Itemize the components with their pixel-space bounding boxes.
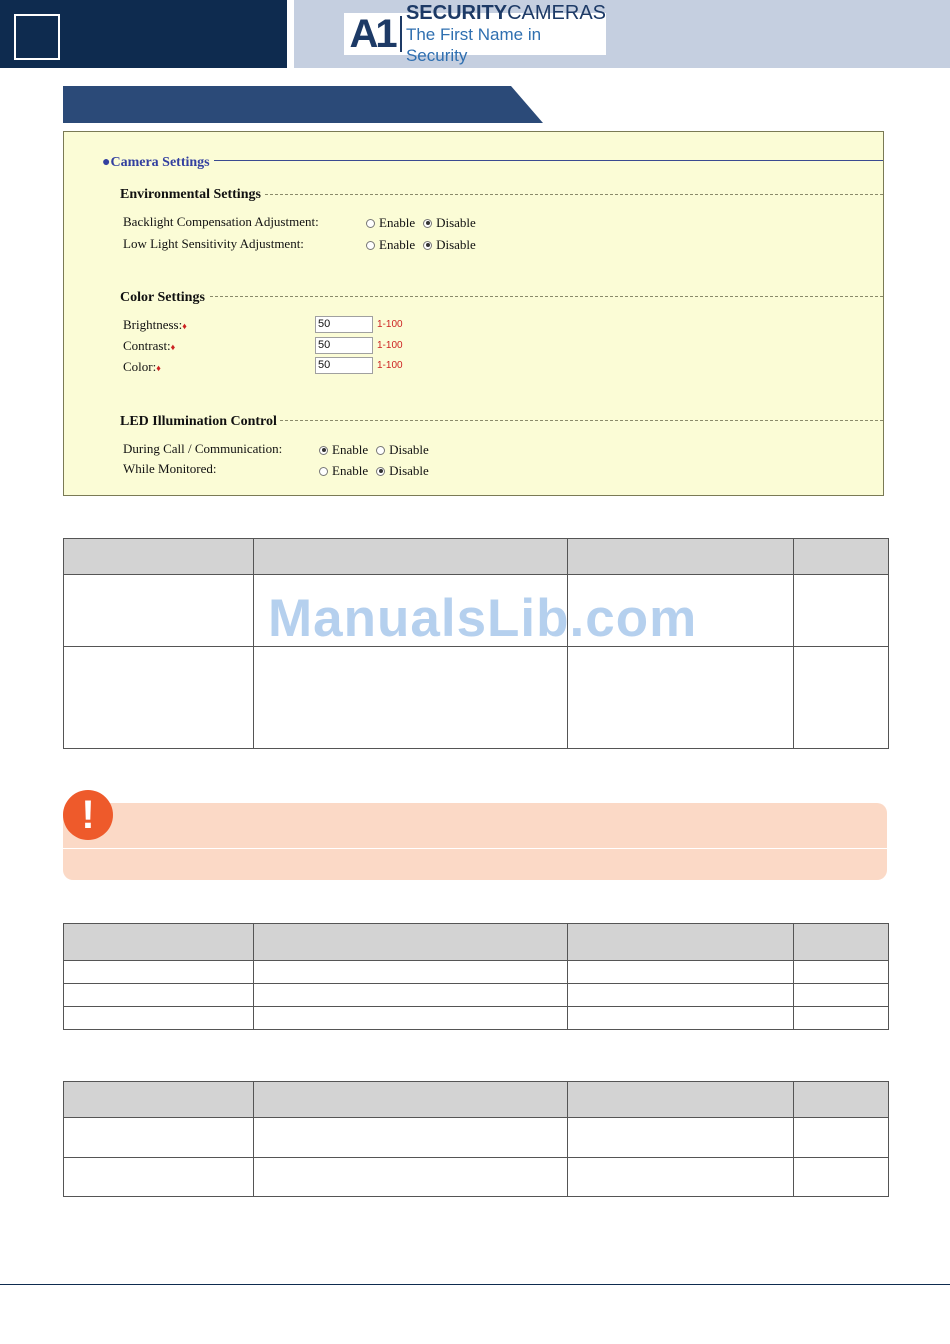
brightness-input[interactable]: 50 bbox=[315, 316, 373, 333]
radio-label: Enable bbox=[332, 442, 369, 457]
table-cell bbox=[64, 1158, 254, 1197]
note-box bbox=[63, 803, 887, 880]
required-marker: ♦ bbox=[170, 342, 176, 352]
color-settings-title: Color Settings bbox=[120, 290, 208, 306]
table-row bbox=[64, 647, 889, 749]
during-call-radio-group bbox=[319, 442, 437, 458]
brand-logo bbox=[344, 1, 606, 65]
settings-table-2 bbox=[63, 923, 889, 1030]
table-cell bbox=[64, 647, 254, 749]
table-cell bbox=[64, 575, 254, 647]
table-cell bbox=[254, 961, 568, 984]
table-header-cell bbox=[794, 1082, 889, 1118]
backlight-label: Backlight Compensation Adjustment: bbox=[123, 214, 319, 229]
table-row bbox=[64, 1007, 889, 1030]
panel-title-rule bbox=[214, 160, 883, 161]
table-cell bbox=[254, 647, 568, 749]
required-marker: ♦ bbox=[156, 363, 161, 373]
table-header-cell bbox=[254, 1082, 568, 1118]
low-light-label: Low Light Sensitivity Adjustment: bbox=[123, 236, 304, 251]
table-header-cell bbox=[568, 539, 794, 575]
table-header-cell bbox=[794, 539, 889, 575]
section-banner bbox=[63, 86, 543, 123]
table-header-row bbox=[64, 539, 889, 575]
table-cell bbox=[794, 984, 889, 1007]
note-divider bbox=[63, 848, 887, 849]
camera-settings-panel bbox=[63, 131, 884, 496]
panel-title: ●Camera Settings bbox=[102, 155, 210, 170]
table-cell bbox=[64, 984, 254, 1007]
watermark: ManualsLib.com bbox=[268, 589, 698, 648]
footer-rule bbox=[0, 1284, 950, 1285]
table-header-cell bbox=[794, 924, 889, 961]
table-row bbox=[64, 961, 889, 984]
logo-text bbox=[406, 3, 606, 66]
brightness-label: Brightness:♦ bbox=[123, 317, 187, 332]
table-row bbox=[64, 1158, 889, 1197]
backlight-enable-radio[interactable] bbox=[366, 219, 375, 228]
table-cell bbox=[254, 1158, 568, 1197]
table-header-cell bbox=[254, 924, 568, 961]
table-header-row bbox=[64, 924, 889, 961]
settings-table-3 bbox=[63, 1081, 889, 1197]
table-cell bbox=[568, 1007, 794, 1030]
while-monitored-radio-group bbox=[319, 463, 437, 479]
radio-label: Enable bbox=[379, 215, 416, 230]
table-header-cell bbox=[254, 539, 568, 575]
low-light-disable-radio[interactable] bbox=[423, 241, 432, 250]
color-rule bbox=[120, 296, 883, 297]
table-cell bbox=[568, 1118, 794, 1158]
radio-label: Disable bbox=[389, 442, 429, 457]
logo-divider bbox=[400, 16, 402, 52]
logo-wordmark: SECURITYCAMERAS bbox=[405, 1, 606, 24]
table-cell bbox=[568, 961, 794, 984]
contrast-range: 1-100 bbox=[377, 340, 403, 351]
table-cell bbox=[568, 1158, 794, 1197]
table-header-row bbox=[64, 1082, 889, 1118]
while-monitored-enable-radio[interactable] bbox=[319, 467, 328, 476]
table-cell bbox=[254, 984, 568, 1007]
table-cell bbox=[64, 1007, 254, 1030]
color-range: 1-100 bbox=[377, 360, 403, 371]
brightness-range: 1-100 bbox=[377, 319, 403, 330]
while-monitored-label: While Monitored: bbox=[123, 461, 217, 476]
table-cell bbox=[254, 1007, 568, 1030]
during-call-enable-radio[interactable] bbox=[319, 446, 328, 455]
table-cell bbox=[794, 961, 889, 984]
table-cell bbox=[794, 1158, 889, 1197]
header-bar-left bbox=[0, 0, 287, 68]
table-row bbox=[64, 984, 889, 1007]
table-cell bbox=[64, 1118, 254, 1158]
radio-label: Enable bbox=[332, 463, 369, 478]
radio-label: Enable bbox=[379, 237, 416, 252]
table-cell bbox=[64, 961, 254, 984]
table-cell bbox=[568, 647, 794, 749]
during-call-label: During Call / Communication: bbox=[123, 441, 283, 456]
table-header-cell bbox=[568, 924, 794, 961]
color-label: Color:♦ bbox=[123, 359, 161, 374]
logo-tagline: The First Name in Security bbox=[405, 24, 542, 65]
exclamation-icon: ! bbox=[63, 790, 113, 840]
table-cell bbox=[568, 984, 794, 1007]
contrast-label: Contrast:♦ bbox=[123, 338, 176, 353]
low-light-enable-radio[interactable] bbox=[366, 241, 375, 250]
table-cell bbox=[794, 575, 889, 647]
table-header-cell bbox=[64, 539, 254, 575]
logo-mark: A1 bbox=[349, 11, 395, 56]
backlight-radio-group bbox=[366, 215, 484, 231]
page-number-box bbox=[14, 14, 60, 60]
radio-label: Disable bbox=[389, 463, 429, 478]
contrast-input[interactable]: 50 bbox=[315, 337, 373, 354]
radio-label: Disable bbox=[436, 215, 476, 230]
low-light-radio-group bbox=[366, 237, 484, 253]
table-header-cell bbox=[64, 924, 254, 961]
table-cell bbox=[254, 1118, 568, 1158]
table-cell bbox=[794, 1118, 889, 1158]
while-monitored-disable-radio[interactable] bbox=[376, 467, 385, 476]
color-input[interactable]: 50 bbox=[315, 357, 373, 374]
environmental-title: Environmental Settings bbox=[120, 187, 264, 203]
table-header-cell bbox=[64, 1082, 254, 1118]
led-control-title: LED Illumination Control bbox=[120, 414, 280, 430]
table-header-cell bbox=[568, 1082, 794, 1118]
table-row bbox=[64, 1118, 889, 1158]
table-cell bbox=[794, 1007, 889, 1030]
required-marker: ♦ bbox=[182, 321, 187, 331]
during-call-disable-radio[interactable] bbox=[376, 446, 385, 455]
radio-label: Disable bbox=[436, 237, 476, 252]
table-cell bbox=[794, 647, 889, 749]
backlight-disable-radio[interactable] bbox=[423, 219, 432, 228]
